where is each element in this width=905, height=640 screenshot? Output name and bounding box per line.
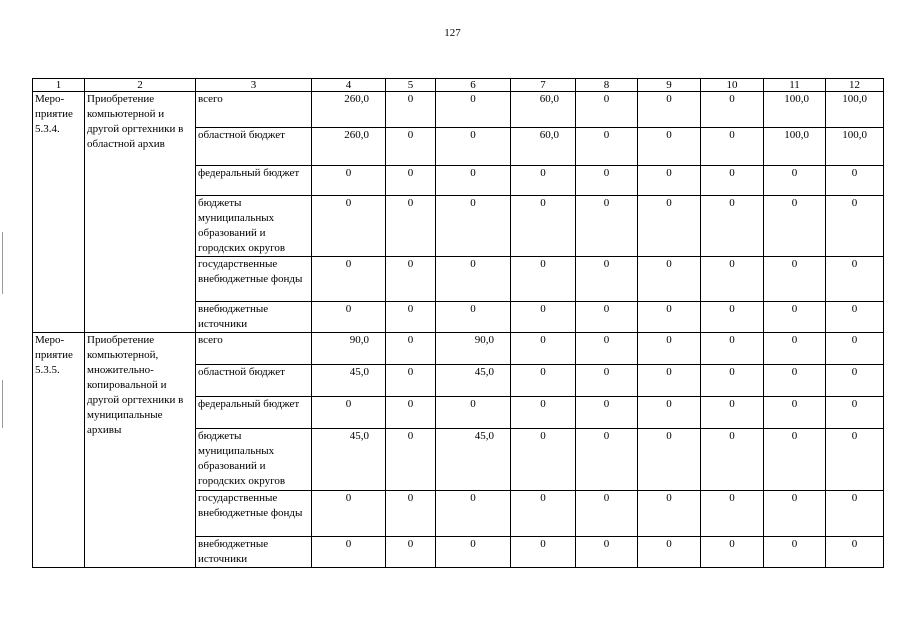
value-cell: 0 [764,397,826,429]
value-cell: 0 [701,397,764,429]
funding-source: внебюджетные источники [196,302,312,333]
value-cell: 0 [826,166,884,196]
value-cell: 0 [576,128,638,166]
column-number: 5 [386,79,436,92]
value-cell: 0 [764,196,826,257]
value-cell: 0 [638,397,701,429]
value-cell: 0 [701,257,764,302]
funding-source: бюджеты муниципальных образований и городских округов [196,429,312,491]
value-cell: 0 [436,302,511,333]
value-cell: 100,0 [764,92,826,128]
value-cell: 0 [312,537,386,568]
value-cell: 0 [386,92,436,128]
value-cell: 0 [764,302,826,333]
table-header [33,79,884,92]
value-cell: 0 [638,196,701,257]
value-cell: 0 [312,302,386,333]
budget-table [32,78,884,568]
measure-label-line: 5.3.4. [35,123,60,135]
value-cell: 0 [386,397,436,429]
value-cell: 0 [436,92,511,128]
value-cell: 0 [638,365,701,397]
value-cell: 260,0 [312,92,386,128]
value-cell: 0 [764,333,826,365]
value-cell: 0 [826,196,884,257]
value-cell: 0 [826,429,884,491]
value-cell: 0 [576,429,638,491]
value-cell: 0 [701,333,764,365]
funding-source: всего [196,92,312,128]
value-cell: 0 [386,333,436,365]
funding-source: внебюджетные источники [196,537,312,568]
value-cell: 0 [576,365,638,397]
value-cell: 0 [638,537,701,568]
value-cell: 0 [386,128,436,166]
scan-edge-mark [2,232,3,294]
value-cell: 0 [826,397,884,429]
value-cell: 0 [511,333,576,365]
value-cell: 0 [701,196,764,257]
column-number: 8 [576,79,638,92]
value-cell: 0 [436,537,511,568]
value-cell: 0 [638,302,701,333]
column-number: 1 [33,79,85,92]
table-body [33,92,884,568]
measure-label-line: Меро- [35,93,65,105]
value-cell: 0 [638,128,701,166]
value-cell: 0 [386,196,436,257]
funding-source: областной бюджет [196,365,312,397]
value-cell: 0 [576,257,638,302]
value-cell: 0 [511,196,576,257]
value-cell: 0 [386,491,436,537]
value-cell: 0 [638,257,701,302]
value-cell: 0 [576,196,638,257]
measure-label-line: Меро- [35,334,65,346]
value-cell: 0 [576,537,638,568]
value-cell: 0 [701,365,764,397]
measure-name: Приобретение компьютерной, множительно-копировальной и другой оргтехники в муниципальные архивы [85,333,196,568]
value-cell: 0 [576,491,638,537]
value-cell: 0 [638,333,701,365]
value-cell: 0 [511,302,576,333]
value-cell: 60,0 [511,92,576,128]
value-cell: 0 [826,537,884,568]
value-cell: 0 [576,92,638,128]
value-cell: 0 [386,302,436,333]
value-cell: 0 [511,429,576,491]
value-cell: 0 [764,365,826,397]
funding-source: всего [196,333,312,365]
measure-label-line: 5.3.5. [35,364,60,376]
value-cell: 0 [436,397,511,429]
value-cell: 0 [701,491,764,537]
funding-source: государственные внебюджетные фонды [196,257,312,302]
value-cell: 100,0 [826,92,884,128]
funding-source: государственные внебюджетные фонды [196,491,312,537]
value-cell: 0 [701,92,764,128]
page-number: 127 [444,27,461,39]
table-row [33,92,884,128]
value-cell: 0 [511,397,576,429]
scan-edge-mark [2,380,3,428]
value-cell: 0 [576,302,638,333]
value-cell: 0 [386,166,436,196]
value-cell: 0 [386,365,436,397]
value-cell: 0 [638,491,701,537]
column-number: 9 [638,79,701,92]
value-cell: 0 [638,429,701,491]
value-cell: 0 [436,196,511,257]
funding-source: федеральный бюджет [196,166,312,196]
value-cell: 0 [576,166,638,196]
value-cell: 0 [386,537,436,568]
value-cell: 0 [312,166,386,196]
value-cell: 0 [312,397,386,429]
value-cell: 0 [764,537,826,568]
value-cell: 0 [386,429,436,491]
value-cell: 0 [436,128,511,166]
funding-source: областной бюджет [196,128,312,166]
value-cell: 0 [701,302,764,333]
table-row [33,333,884,365]
value-cell: 0 [312,196,386,257]
column-number: 2 [85,79,196,92]
value-cell: 260,0 [312,128,386,166]
column-number: 6 [436,79,511,92]
column-number: 10 [701,79,764,92]
value-cell: 0 [638,166,701,196]
value-cell: 0 [826,257,884,302]
measure-label [33,333,85,568]
funding-source: федеральный бюджет [196,397,312,429]
value-cell: 0 [701,537,764,568]
value-cell: 0 [638,92,701,128]
column-number-row [33,79,884,92]
value-cell: 100,0 [826,128,884,166]
value-cell: 0 [511,166,576,196]
value-cell: 45,0 [312,429,386,491]
measure-label-line: приятие [35,108,73,120]
column-number: 3 [196,79,312,92]
value-cell: 0 [312,257,386,302]
value-cell: 0 [312,491,386,537]
funding-source: бюджеты муниципальных образований и городских округов [196,196,312,257]
column-number: 12 [826,79,884,92]
value-cell: 100,0 [764,128,826,166]
value-cell: 0 [764,166,826,196]
value-cell: 0 [576,333,638,365]
value-cell: 0 [701,429,764,491]
measure-label [33,92,85,333]
value-cell: 0 [764,491,826,537]
column-number: 4 [312,79,386,92]
value-cell: 0 [386,257,436,302]
value-cell: 0 [436,491,511,537]
value-cell: 0 [701,166,764,196]
value-cell: 0 [764,257,826,302]
value-cell: 45,0 [436,365,511,397]
value-cell: 0 [826,302,884,333]
value-cell: 45,0 [312,365,386,397]
value-cell: 0 [826,333,884,365]
value-cell: 90,0 [312,333,386,365]
value-cell: 0 [576,397,638,429]
value-cell: 45,0 [436,429,511,491]
value-cell: 90,0 [436,333,511,365]
value-cell: 0 [511,537,576,568]
value-cell: 0 [436,257,511,302]
column-number: 11 [764,79,826,92]
column-number: 7 [511,79,576,92]
value-cell: 0 [826,365,884,397]
value-cell: 0 [764,429,826,491]
value-cell: 60,0 [511,128,576,166]
value-cell: 0 [511,491,576,537]
measure-label-line: приятие [35,349,73,361]
value-cell: 0 [701,128,764,166]
value-cell: 0 [436,166,511,196]
measure-name: Приобретение компьютерной и другой оргтехники в областной архив [85,92,196,333]
value-cell: 0 [511,257,576,302]
value-cell: 0 [826,491,884,537]
value-cell: 0 [511,365,576,397]
